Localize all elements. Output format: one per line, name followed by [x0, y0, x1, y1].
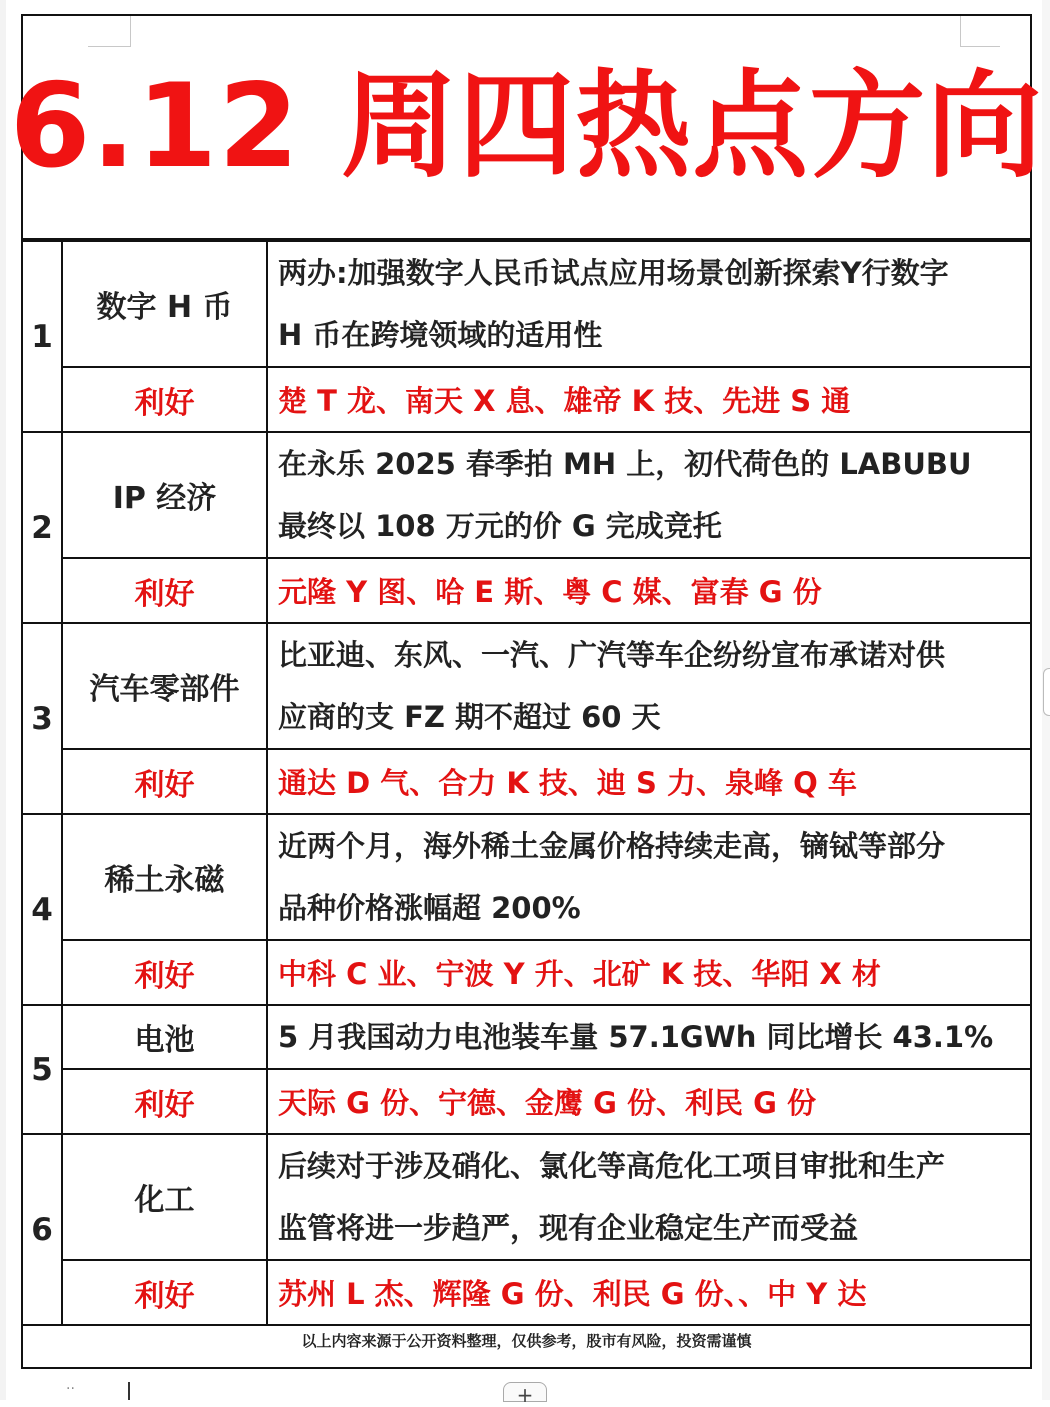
topic-row	[23, 1134, 1030, 1260]
sector-description	[267, 432, 1030, 558]
benefit-label: 利好	[62, 558, 267, 623]
benefit-row	[23, 1260, 1030, 1325]
benefit-stocks: 楚 T 龙、南天 X 息、雄帝 K 技、先进 S 通	[267, 367, 1030, 432]
description-line: 比亚迪、东风、一汽、广汽等车企纷纷宣布承诺对供	[278, 638, 946, 672]
benefit-row	[23, 940, 1030, 1005]
row-index: 1	[23, 241, 62, 432]
topic-row	[23, 623, 1030, 749]
benefit-stocks: 苏州 L 杰、辉隆 G 份、利民 G 份、、中 Y 达	[267, 1260, 1030, 1325]
description-line: 在永乐 2025 春季拍 MH 上，初代荷色的 LABUBU	[278, 447, 972, 481]
benefit-row	[23, 1069, 1030, 1134]
row-index: 2	[23, 432, 62, 623]
description-line: 近两个月，海外稀土金属价格持续走高，镝铽等部分	[278, 829, 946, 863]
sector-name: 稀土永磁	[62, 814, 267, 940]
benefit-row	[23, 749, 1030, 814]
page-title: 6.12 周四热点方向	[9, 59, 1044, 194]
disclaimer-footer: 以上内容来源于公开资料整理，仅供参考，股市有风险，投资需谨慎	[301, 1332, 752, 1350]
benefit-row	[23, 367, 1030, 432]
benefit-stocks: 中科 C 业、宁波 Y 升、北矿 K 技、华阳 X 材	[267, 940, 1030, 1005]
benefit-label: 利好	[62, 1260, 267, 1325]
hotspot-table	[23, 240, 1030, 1326]
divider-mark	[128, 1382, 130, 1400]
topic-row	[23, 241, 1030, 367]
description-line: H 币在跨境领域的适用性	[278, 318, 603, 352]
sector-name: IP 经济	[62, 432, 267, 558]
row-index: 6	[23, 1134, 62, 1325]
benefit-label: 利好	[62, 1069, 267, 1134]
scroll-handle[interactable]	[1043, 668, 1050, 716]
benefit-row	[23, 558, 1030, 623]
row-index: 3	[23, 623, 62, 814]
sector-name: 数字 H 币	[62, 241, 267, 367]
description-line: 品种价格涨幅超 200%	[278, 891, 581, 925]
benefit-stocks: 通达 D 气、合力 K 技、迪 S 力、泉峰 Q 车	[267, 749, 1030, 814]
row-index: 4	[23, 814, 62, 1005]
row-index: 5	[23, 1005, 62, 1134]
sector-description	[267, 1005, 1030, 1069]
topic-row	[23, 814, 1030, 940]
add-tab-button[interactable]: +	[503, 1382, 547, 1402]
sector-description	[267, 814, 1030, 940]
description-line: 两办:加强数字人民币试点应用场景创新探索Y行数字	[278, 256, 949, 290]
document-sheet	[9, 14, 1044, 1369]
benefit-stocks: 元隆 Y 图、哈 E 斯、粤 C 媒、富春 G 份	[267, 558, 1030, 623]
page-edge-left	[0, 0, 6, 1400]
sector-name: 汽车零部件	[62, 623, 267, 749]
topic-row	[23, 432, 1030, 558]
sector-description	[267, 623, 1030, 749]
more-dots-icon[interactable]: ··	[66, 1381, 75, 1397]
description-line: 最终以 108 万元的价 G 完成竞托	[278, 509, 722, 543]
hotspot-table-body	[23, 241, 1030, 1325]
benefit-stocks: 天际 G 份、宁德、金鹰 G 份、利民 G 份	[267, 1069, 1030, 1134]
sector-description	[267, 1134, 1030, 1260]
sector-name: 化工	[62, 1134, 267, 1260]
description-line: 5 月我国动力电池装车量 57.1GWh 同比增长 43.1%	[278, 1020, 994, 1054]
benefit-label: 利好	[62, 749, 267, 814]
description-line: 监管将进一步趋严，现有企业稳定生产而受益	[278, 1211, 859, 1245]
topic-row	[23, 1005, 1030, 1069]
title-box	[9, 16, 1044, 240]
benefit-label: 利好	[62, 940, 267, 1005]
description-line: 应商的支 FZ 期不超过 60 天	[278, 700, 661, 734]
benefit-label: 利好	[62, 367, 267, 432]
description-line: 后续对于涉及硝化、氯化等高危化工项目审批和生产	[278, 1149, 946, 1183]
sector-description	[267, 241, 1030, 367]
sector-name: 电池	[62, 1005, 267, 1069]
